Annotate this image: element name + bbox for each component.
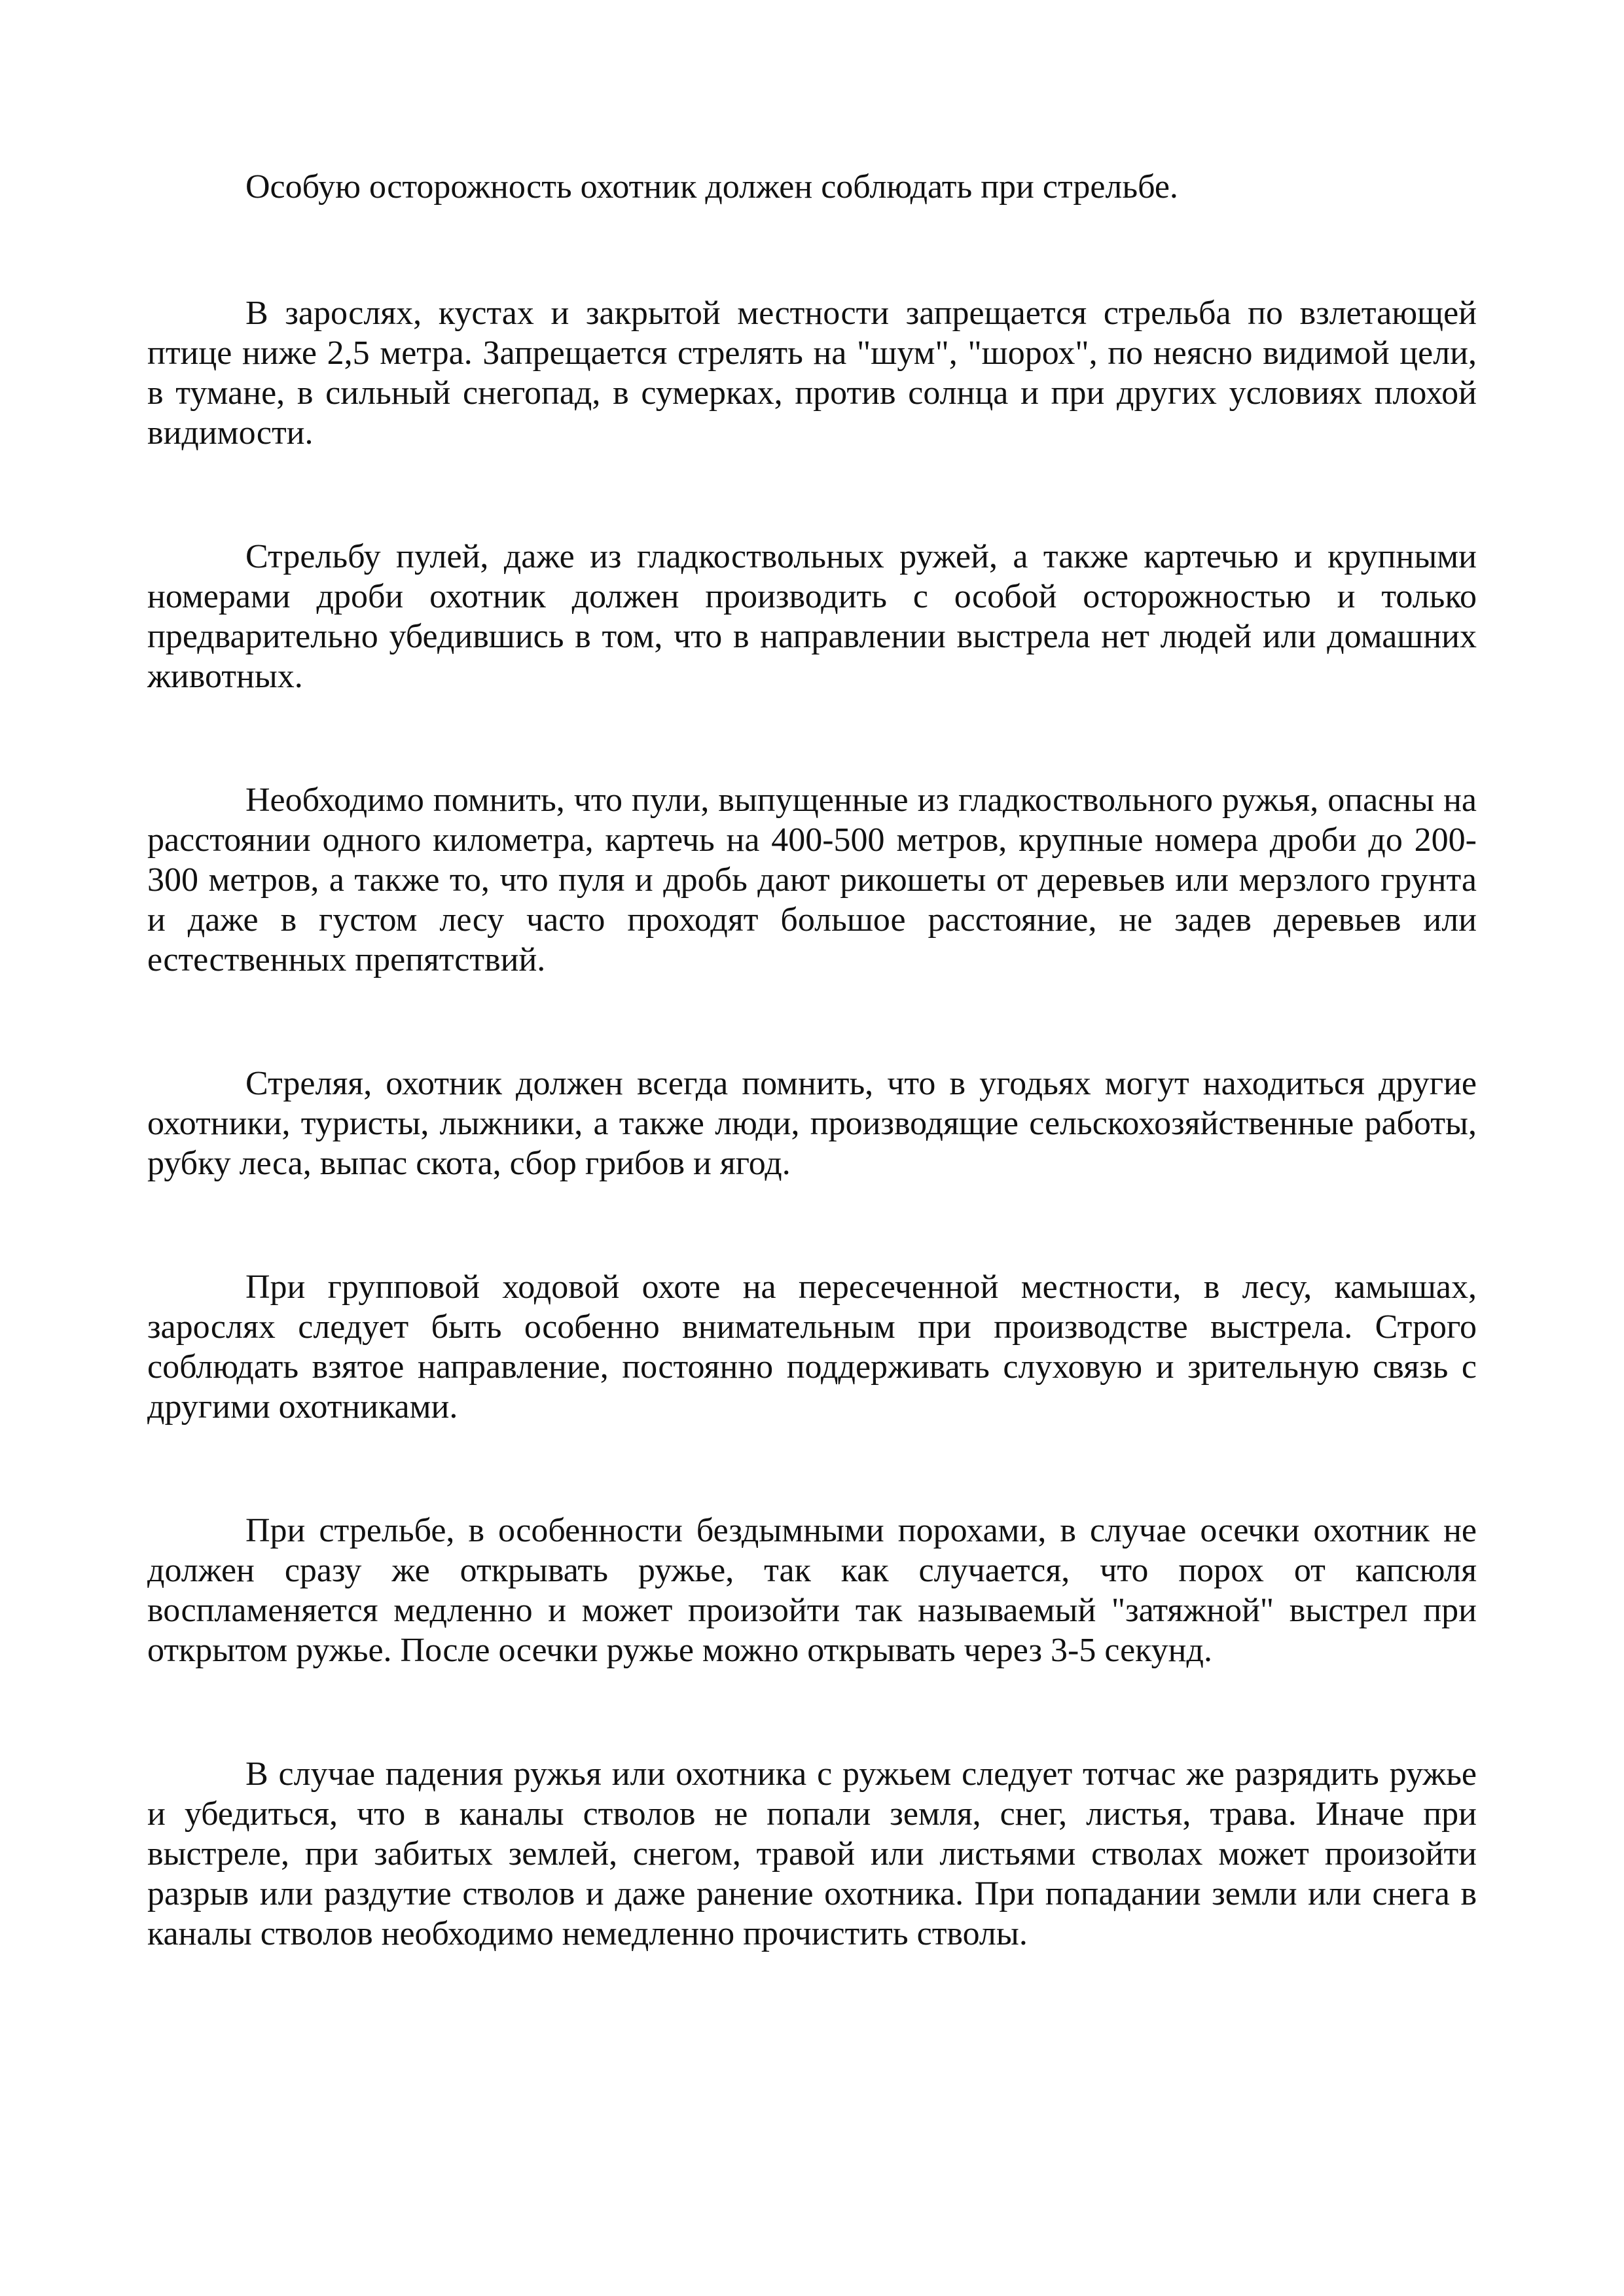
paragraph-visibility-restrictions: В зарослях, кустах и закрытой местности запрещается стрельба по взлетающей птице ниже 2,5 метра. Запрещается стрелять на "шум", "шорох", по неясно видимой цели, в тумане, в сильный снегопад, в сумерках, против солнца и при других условиях плохой видимости.	[147, 295, 1477, 452]
paragraph-other-people: Стреляя, охотник должен всегда помнить, что в угодьях могут находиться другие охотники, туристы, лыжники, а также люди, производящие сельскохозяйственные работы, рубку леса, выпас скота, сбор грибов и ягод.	[147, 1065, 1477, 1182]
paragraph-bullet-buckshot: Стрельбу пулей, даже из гладкоствольных ружей, а также картечью и крупными номерами дроби охотник должен производить с особой осторожностью и только предварительно убедившись в том, что в направлении выстрела нет людей или домашних животных.	[147, 538, 1477, 695]
paragraph-danger-distances: Необходимо помнить, что пули, выпущенные из гладкоствольного ружья, опасны на расстоянии одного километра, картечь на 400-500 метров, крупные номера дроби до 200-300 метров, а также то, что пуля и дробь дают рикошеты от деревьев или мерзлого грунта и даже в густом лесу часто проходят большое расстояние, не задев деревьев или естественных препятствий.	[147, 781, 1477, 978]
paragraph-misfire: При стрельбе, в особенности бездымными порохами, в случае осечки охотник не должен сразу же открывать ружье, так как случается, что порох от капсюля воспламеняется медленно и может произойти так называемый "затяжной" выстрел при открытом ружье. После осечки ружье можно открывать через 3-5 секунд.	[147, 1512, 1477, 1669]
paragraph-fall-with-gun: В случае падения ружья или охотника с ружьем следует тотчас же разрядить ружье и убедиться, что в каналы стволов не попали земля, снег, листья, трава. Иначе при выстреле, при забитых землей, снегом, травой или листьями стволах может произойти разрыв или раздутие стволов и даже ранение охотника. При попадании земли или снега в каналы стволов необходимо немедленно прочистить стволы.	[147, 1755, 1477, 1952]
paragraph-shooting-caution: Особую осторожность охотник должен соблюдать при стрельбе.	[245, 168, 1178, 206]
paragraph-group-hunting: При групповой ходовой охоте на пересеченной местности, в лесу, камышах, зарослях следует быть особенно внимательным при производстве выстрела. Строго соблюдать взятое направление, постоянно поддерживать слуховую и зрительную связь с другими охотниками.	[147, 1268, 1477, 1426]
